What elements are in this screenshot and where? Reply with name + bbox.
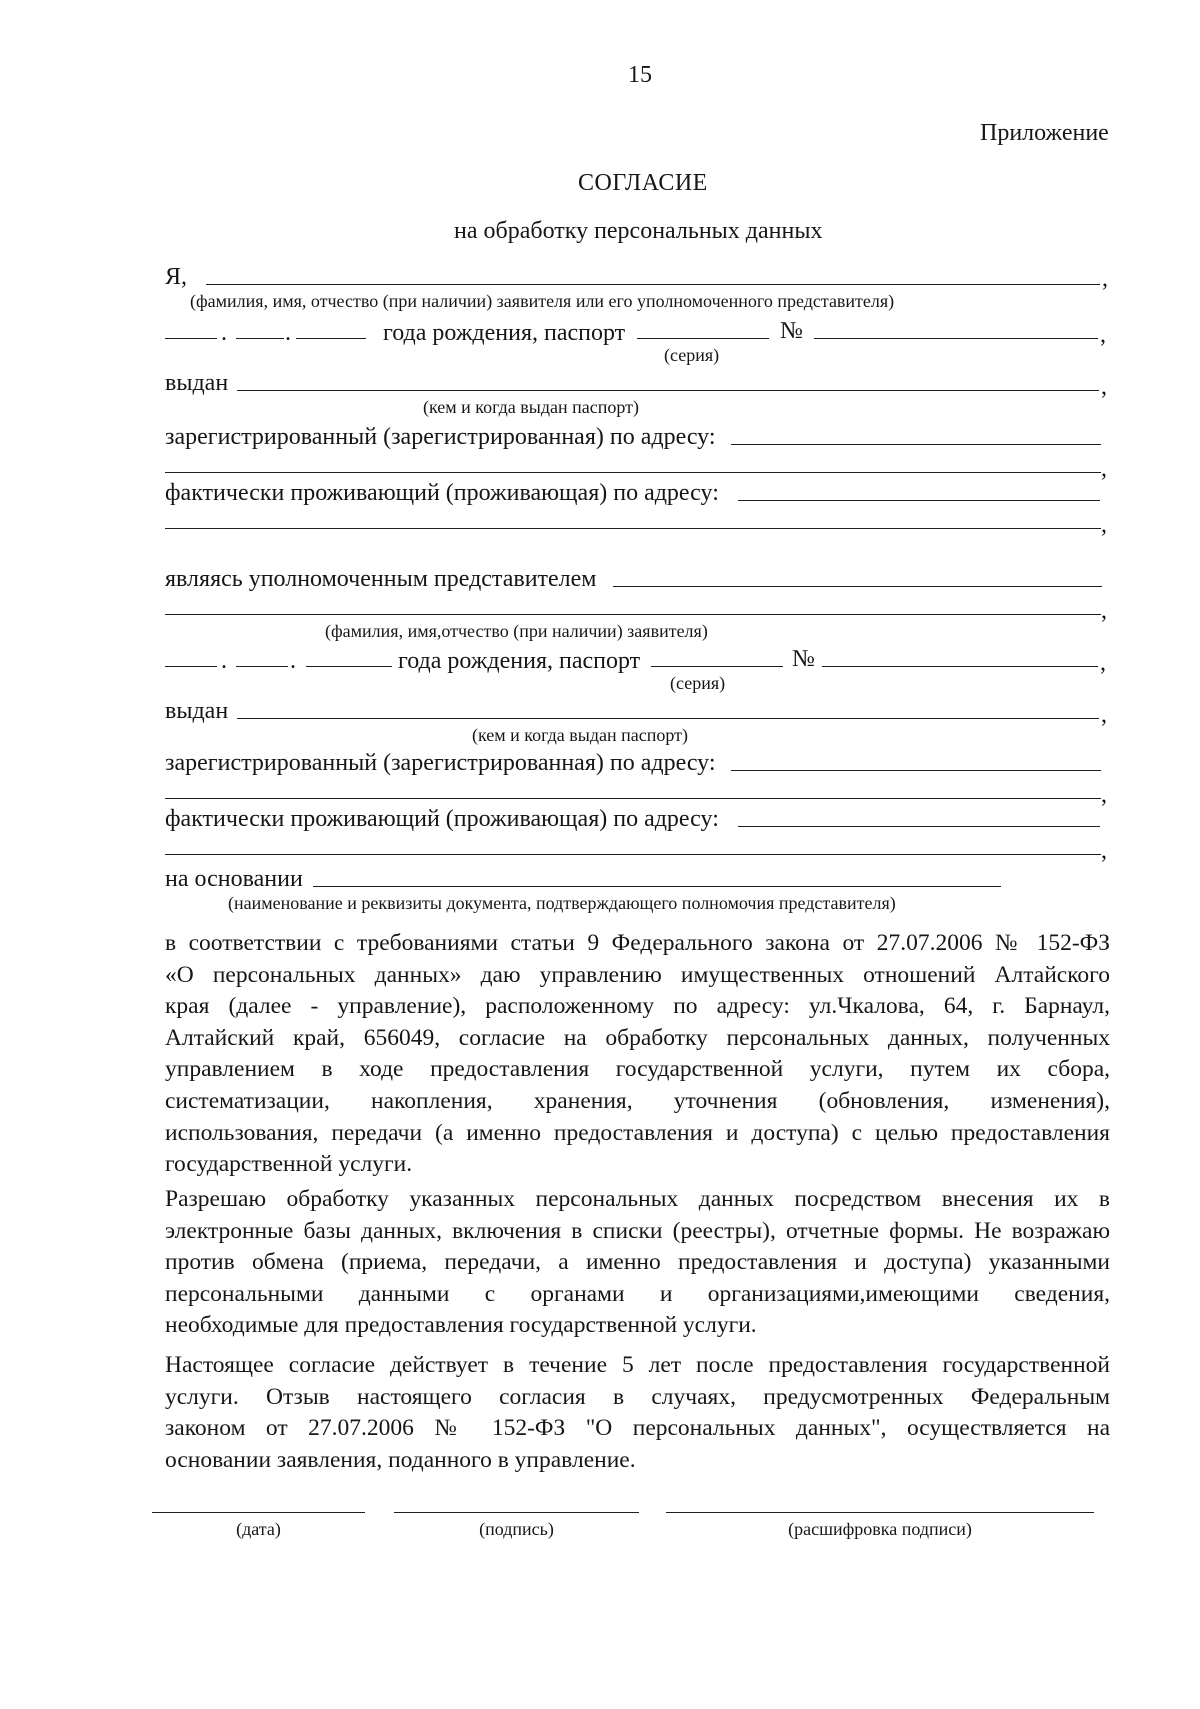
basis-field-line[interactable] — [313, 886, 1001, 887]
paragraph-line: Разрешаю обработку указанных персональных данных посредством внесения их в — [165, 1186, 1110, 1212]
paragraph-line: управлением в ходе предоставления государственной услуги, путем их сбора, — [165, 1056, 1110, 1083]
paragraph-line: «О персональных данных» даю управлению имущественных отношений Алтайского — [165, 961, 1110, 988]
paragraph-line: края (далее - управление), расположенному по адресу: ул.Чкалова, 64, г. Барнаул, — [165, 993, 1110, 1020]
comma: , — [1101, 598, 1107, 624]
page-number: 15 — [628, 62, 652, 88]
paragraph-line: законом от 27.07.2006 № 152-ФЗ "О персональных данных", осуществляется на — [165, 1415, 1110, 1442]
representative-label: являясь уполномоченным представителем — [165, 566, 597, 592]
registered-label: зарегистрированный (зарегистрированная) по адресу: — [165, 424, 716, 450]
decoding-field-line[interactable] — [666, 1512, 1094, 1513]
dot-separator: . — [285, 320, 291, 346]
appendix-label: Приложение — [980, 120, 1109, 146]
birth-passport-label: года рождения, паспорт — [383, 320, 626, 346]
number-sign: № — [792, 646, 815, 672]
actual-address-field-line-2[interactable] — [165, 528, 1101, 529]
represented-fio-line-2[interactable] — [165, 614, 1101, 615]
consent-paragraph-1 — [165, 928, 1110, 1181]
comma: , — [1101, 512, 1107, 538]
basis-caption: (наименование и реквизиты документа, подтверждающего полномочия представителя) — [228, 893, 896, 913]
comma: , — [1100, 322, 1106, 348]
paragraph-line: электронные базы данных, включения в списки (реестры), отчетные формы. Не возражаю — [165, 1217, 1110, 1244]
birth-month-line[interactable] — [236, 338, 284, 339]
date-caption: (дата) — [236, 1519, 281, 1539]
actual-address-label: фактически проживающий (проживающая) по адресу: — [165, 480, 719, 506]
dot-separator: . — [221, 320, 227, 346]
paragraph-line: основании заявления, поданного в управление. — [165, 1446, 636, 1473]
birth-year-line[interactable] — [296, 338, 366, 339]
comma: , — [1101, 374, 1107, 400]
issued-label: выдан — [165, 370, 229, 396]
date-field-line[interactable] — [152, 1512, 365, 1513]
paragraph-line: систематизации, накопления, хранения, уточнения (обновления, изменения), — [165, 1087, 1110, 1114]
actual-address-label-2: фактически проживающий (проживающая) по адресу: — [165, 806, 719, 832]
paragraph-line: услуги. Отзыв настоящего согласия в случаях, предусмотренных Федеральным — [165, 1383, 1110, 1410]
represented-fio-caption: (фамилия, имя,отчество (при наличии) заявителя) — [325, 621, 708, 641]
comma: , — [1101, 838, 1107, 864]
paragraph-line: использования, передачи (а именно предоставления и доступа) с целью предоставления — [165, 1119, 1110, 1146]
registered-field-line-3[interactable] — [731, 770, 1101, 771]
registered-field-line-2[interactable] — [165, 472, 1101, 473]
paragraph-line: Настоящее согласие действует в течение 5 лет после предоставления государственной — [165, 1352, 1110, 1378]
represented-fio-line[interactable] — [613, 586, 1102, 587]
dot-separator: . — [290, 648, 296, 674]
paragraph-line: Алтайский край, 656049, согласие на обработку персональных данных, полученных — [165, 1024, 1110, 1051]
passport-series-line[interactable] — [637, 338, 769, 339]
decoding-caption: (расшифровка подписи) — [788, 1519, 972, 1539]
registered-field-line-4[interactable] — [165, 798, 1101, 799]
paragraph-line: государственной услуги. — [165, 1151, 413, 1178]
signature-field-line[interactable] — [394, 1512, 639, 1513]
dot-separator: . — [221, 648, 227, 674]
fio-field-line[interactable] — [206, 284, 1100, 285]
actual-address-field-line[interactable] — [738, 500, 1100, 501]
signature-caption: (подпись) — [479, 1519, 554, 1539]
passport-number-line-2[interactable] — [822, 666, 1098, 667]
registered-label-2: зарегистрированный (зарегистрированная) по адресу: — [165, 750, 716, 776]
issued-caption-2: (кем и когда выдан паспорт) — [472, 725, 689, 745]
document-title: СОГЛАСИЕ — [578, 170, 708, 196]
ya-label: Я, — [165, 264, 188, 290]
issued-label-2: выдан — [165, 698, 229, 724]
series-caption-2: (серия) — [670, 673, 726, 693]
registered-field-line[interactable] — [731, 444, 1101, 445]
fio-caption: (фамилия, имя, отчество (при наличии) заявителя или его уполномоченного представителя) — [190, 291, 895, 311]
birth-passport-label-2: года рождения, паспорт — [398, 648, 641, 674]
number-sign: № — [780, 318, 803, 344]
paragraph-line: персональными данными с органами и организациями,имеющими сведения, — [165, 1280, 1110, 1307]
basis-label: на основании — [165, 866, 303, 892]
issued-caption: (кем и когда выдан паспорт) — [423, 397, 640, 417]
comma: , — [1101, 702, 1107, 728]
birth-year-line-2[interactable] — [306, 666, 392, 667]
paragraph-line: в соответствии с требованиями статьи 9 Федерального закона от 27.07.2006 № 152-ФЗ — [165, 930, 1110, 956]
birth-day-line[interactable] — [165, 338, 217, 339]
actual-address-field-line-4[interactable] — [165, 854, 1101, 855]
paragraph-line: необходимые для предоставления государственной услуги. — [165, 1312, 757, 1339]
comma: , — [1100, 650, 1106, 676]
consent-paragraph-3 — [165, 1350, 1110, 1476]
passport-series-line-2[interactable] — [651, 666, 783, 667]
document-subtitle: на обработку персональных данных — [454, 218, 823, 244]
paragraph-line: против обмена (приема, передачи, а именно предоставления и доступа) указанными — [165, 1249, 1110, 1276]
birth-day-line-2[interactable] — [165, 666, 217, 667]
issued-field-line[interactable] — [237, 390, 1099, 391]
actual-address-field-line-3[interactable] — [738, 826, 1100, 827]
passport-number-line[interactable] — [814, 338, 1098, 339]
comma: , — [1101, 782, 1107, 808]
consent-paragraph-2 — [165, 1184, 1110, 1342]
comma: , — [1102, 266, 1108, 292]
birth-month-line-2[interactable] — [236, 666, 288, 667]
series-caption: (серия) — [664, 345, 720, 365]
comma: , — [1101, 456, 1107, 482]
issued-field-line-2[interactable] — [237, 718, 1099, 719]
